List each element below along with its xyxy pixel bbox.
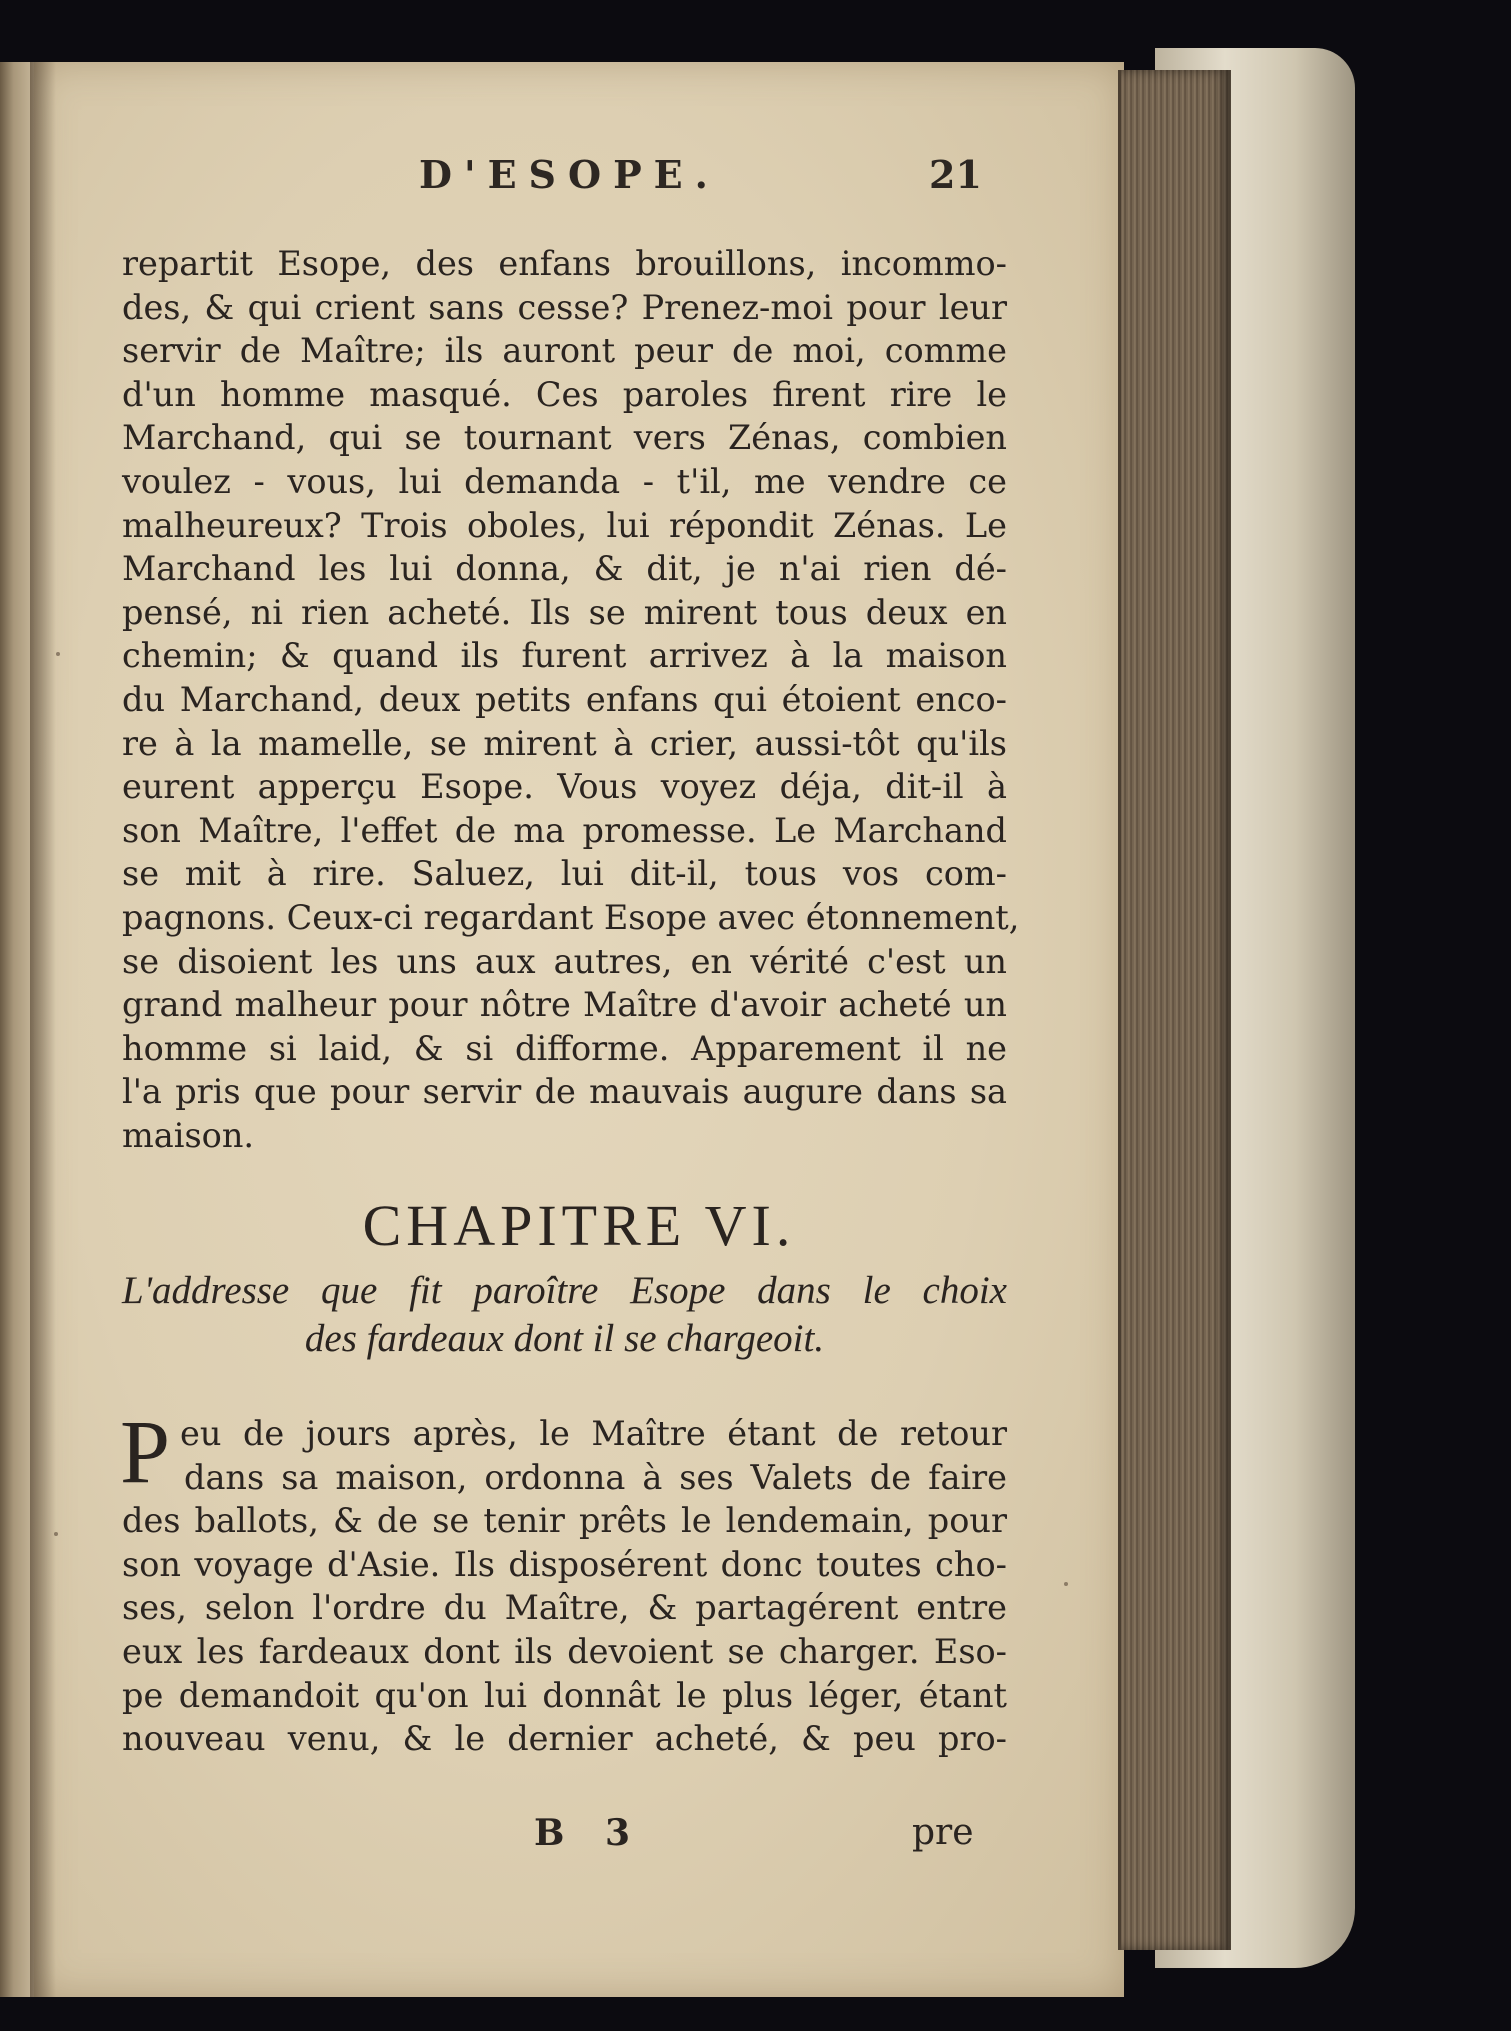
catchword: pre: [912, 1812, 974, 1853]
subtitle-line: L'addresse que fit paroître Esope dans le choix: [122, 1269, 1007, 1312]
text-line: son voyage d'Asie. Ils disposérent donc toutes cho-: [122, 1544, 1007, 1584]
text-line: se mit à rire. Saluez, lui dit-il, tous vos com-: [122, 854, 1007, 894]
text-line: pe demandoit qu'on lui donnât le plus léger, étant: [122, 1675, 1007, 1715]
text-line: malheureux? Trois oboles, lui répondit Zénas. Le: [122, 505, 1007, 545]
text-line: chemin; & quand ils furent arrivez à la maison: [122, 636, 1007, 676]
text-line: eu de jours après, le Maître étant de retour: [180, 1414, 1007, 1453]
body-paragraph: [122, 242, 1020, 1157]
text-line: l'a pris que pour servir de mauvais augure dans sa: [122, 1072, 1007, 1112]
text-line: du Marchand, deux petits enfans qui étoient enco-: [122, 679, 1007, 719]
paper-speck: [56, 652, 60, 656]
text-line: ses, selon l'ordre du Maître, & partagérent entre: [122, 1588, 1007, 1628]
text-line: son Maître, l'effet de ma promesse. Le Marchand: [122, 810, 1007, 850]
text-line: nouveau venu, & le dernier acheté, & peu pro-: [122, 1719, 1007, 1759]
text-line: voulez - vous, lui demanda - t'il, me vendre ce: [122, 461, 1007, 501]
text-line: dans sa maison, ordonna à ses Valets de faire: [184, 1457, 1007, 1497]
text-line: maison.: [122, 1115, 255, 1155]
text-line: d'un homme masqué. Ces paroles firent rire le: [122, 374, 1007, 414]
text-line: pagnons. Ceux-ci regardant Esope avec étonnement,: [122, 897, 1020, 937]
book-page: [34, 62, 1124, 1997]
page-number: 21: [929, 152, 982, 197]
page-footer: [34, 1812, 1124, 1862]
text-line: eurent apperçu Esope. Vous voyez déja, dit-il à: [122, 767, 1007, 807]
chapter-title: CHAPITRE VI.: [362, 1193, 796, 1258]
text-line: servir de Maître; ils auront peur de moi, comme: [122, 331, 1007, 371]
drop-cap: P: [120, 1403, 171, 1502]
text-line: Marchand, qui se tournant vers Zénas, combien: [122, 418, 1007, 458]
chapter-subtitle: [122, 1267, 1007, 1363]
text-line: se disoient les uns aux autres, en vérité c'est un: [122, 941, 1007, 981]
paper-speck: [1064, 1582, 1068, 1586]
text-line: des, & qui crient sans cesse? Prenez-moi pour leur: [122, 287, 1007, 327]
page-fore-edge: [1118, 70, 1231, 1950]
text-line: Marchand les lui donna, & dit, je n'ai rien dé-: [122, 549, 1007, 589]
text-line: re à la mamelle, se mirent à crier, aussi-tôt qu'ils: [122, 723, 1007, 763]
running-title: D'ESOPE.: [419, 152, 720, 197]
subtitle-line: des fardeaux dont il se chargeoit.: [304, 1317, 825, 1360]
running-head: [34, 152, 1124, 212]
text-line: pensé, ni rien acheté. Ils se mirent tous deux en: [122, 592, 1007, 632]
text-line: eux les fardeaux dont ils devoient se charger. Eso-: [122, 1631, 1007, 1671]
gutter-shadow: [30, 62, 56, 1997]
signature-mark: B 3: [534, 1812, 645, 1854]
text-line: grand malheur pour nôtre Maître d'avoir acheté un: [122, 985, 1007, 1025]
text-line: homme si laid, & si difforme. Apparement il ne: [122, 1028, 1007, 1068]
chapter-paragraph: [120, 1403, 1007, 1761]
text-line: des ballots, & de se tenir prêts le lendemain, pour: [122, 1501, 1007, 1541]
text-line: repartit Esope, des enfans brouillons, incommo-: [122, 244, 1007, 283]
